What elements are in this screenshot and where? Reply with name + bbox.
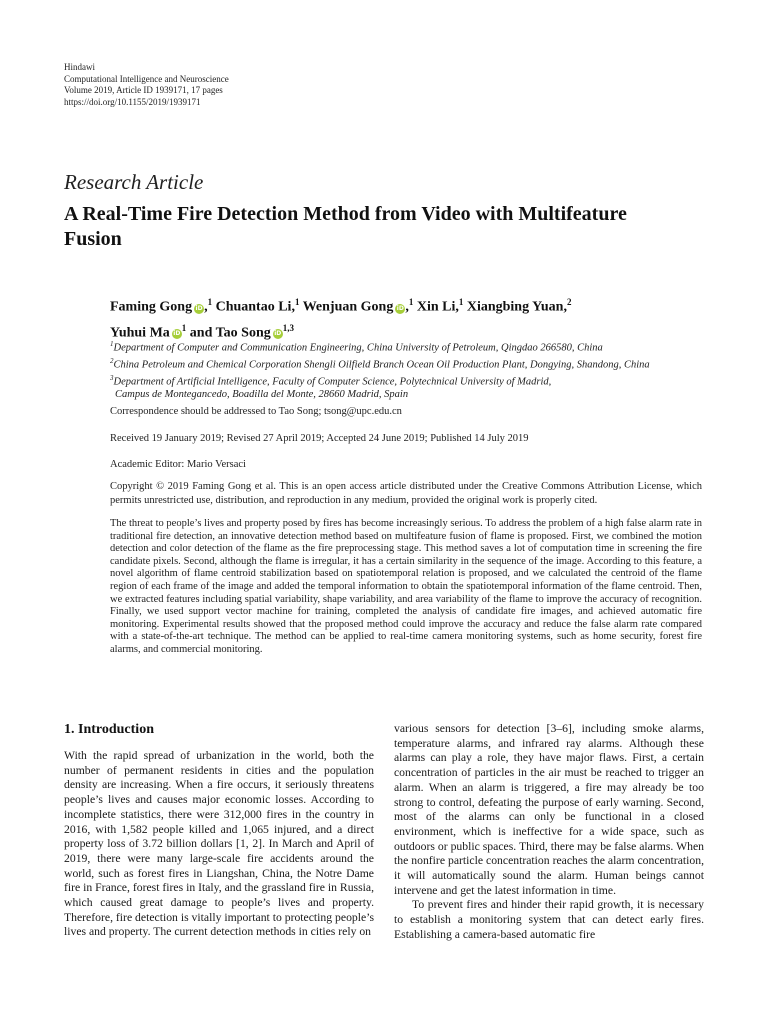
left-column — [64, 749, 374, 940]
intro-paragraph: With the rapid spread of urbanization in the world, both the number of permanent residents in cities and the population density are increasing. When a fire occurs, it seriously threatens people’s lives and causes major economic losses. According to incomplete statistics, there were 312,000 fires in the country in 2016, with 1,582 people killed and 1,065 injured, and a direct property loss of 3.72 billion dollars [1, 2]. In March and April of 2019, there were many large-scale fire accidents around the world, such as forest fires in Liangshan, China, the Notre Dame fire in France, forest fires in Italy, and the grassland fire in Russia, which caused great damage to people’s lives and property. Therefore, fire detection is vitally important to protecting people’s lives and property. The current detection methods in cities rely on — [64, 749, 374, 939]
author-name: Faming Gong — [110, 299, 193, 315]
author-affiliation-mark: 1 — [207, 297, 213, 307]
author-affiliation-mark: 1 — [408, 297, 414, 307]
journal-header — [64, 62, 229, 108]
right-column — [394, 722, 704, 943]
author-affiliation-mark: 2 — [566, 297, 572, 307]
author-name: Wenjuan Gong — [302, 299, 394, 315]
academic-editor: Academic Editor: Mario Versaci — [110, 459, 246, 470]
author-name: Tao Song — [215, 325, 271, 341]
author-name: Yuhui Ma — [110, 325, 170, 341]
journal-volume: Volume 2019, Article ID 1939171, 17 pages — [64, 85, 223, 95]
correspondence: Correspondence should be addressed to Tao Song; tsong@upc.edu.cn — [110, 406, 402, 417]
paper-title: A Real-Time Fire Detection Method from Video with Multifeature Fusion — [64, 203, 627, 250]
affiliation-line — [110, 388, 730, 401]
affiliation-text: China Petroleum and Chemical Corporation Shengli Oilfield Branch Ocean Oil Production Plant, Dongying, Shandong, China — [113, 359, 650, 371]
affiliation-mark: 1 — [110, 340, 114, 348]
affiliation-line — [110, 372, 730, 389]
orcid-icon[interactable]: iD — [195, 304, 203, 312]
affiliation-line — [110, 355, 730, 372]
affiliation-text: Campus de Montegancedo, Boadilla del Monte, 28660 Madrid, Spain — [115, 389, 409, 401]
doi-link[interactable]: https://doi.org/10.1155/2019/1939171 — [64, 96, 201, 107]
section-heading: 1. Introduction — [64, 722, 154, 737]
publisher-name: Hindawi — [64, 62, 95, 72]
author-name: Xin Li — [416, 299, 456, 315]
publication-dates: Received 19 January 2019; Revised 27 April 2019; Accepted 24 June 2019; Published 14 July 2019 — [110, 433, 529, 444]
author-name: Xiangbing Yuan — [466, 299, 564, 315]
intro-paragraph-continued: various sensors for detection [3–6], including smoke alarms, temperature alarms, and infrared ray alarms. Although these alarms can play a role, they have major flaws. First, a certain concentration of particles in the air must be reached to trigger an alarm. When an alarm is triggered, a fire may already be too strong to control, defeating the purpose of early warning. Second, most of the alarms can only be functional in a closed environment, which is ineffective for a wide space, such as outdoors or public spaces. Third, there may be false alarms. When the nonfire particle concentration reaches the alarm concentration, it will automatically sound the alarm. Human beings cannot intervene and get the latest information in time. — [394, 722, 704, 897]
author-affiliation-mark: 1 — [294, 297, 300, 307]
journal-name: Computational Intelligence and Neuroscience — [64, 73, 229, 84]
orcid-icon[interactable]: iD — [396, 304, 404, 312]
author-affiliation-mark: 1 — [181, 322, 187, 333]
affiliation-line — [110, 338, 730, 355]
article-type: Research Article — [64, 170, 204, 194]
orcid-icon[interactable]: iD — [274, 330, 282, 338]
affiliation-mark: 2 — [110, 356, 114, 365]
author-affiliation-mark: 1 — [458, 297, 464, 307]
orcid-icon[interactable]: iD — [173, 330, 181, 338]
copyright-notice: Copyright © 2019 Faming Gong et al. This is an open access article distributed under the Creative Commons Attribution License, which permits unrestricted use, distribution, and reproduction in any medium, provided the original work is properly cited. — [110, 481, 702, 506]
author-name: Chuantao Li — [215, 299, 292, 315]
author-list: Faming Gong iD,$^1$ Chuantao Li,$^1$ Wenjuan Gong iD,$^1$ Xin Li,$^1$ Xiangbing Yuan,$^2$ Yuhui Ma $iD^1$ and Tao Song iD$^{1,3}$ — [110, 297, 572, 341]
affiliation-text: Department of Computer and Communication Engineering, China University of Petroleum, Qingdao 266580, China — [113, 342, 603, 354]
author-affiliation-mark: 1,3 — [282, 322, 294, 333]
intro-paragraph-next: To prevent fires and hinder their rapid growth, it is necessary to establish a monitoring system that can detect early fires. Establishing a camera-based automatic fire — [394, 898, 704, 941]
affiliation-text: Department of Artificial Intelligence, Faculty of Computer Science, Polytechnical University of Madrid, — [113, 376, 552, 388]
affiliation-mark: 3 — [110, 373, 114, 382]
abstract: The threat to people’s lives and property posed by fires has become increasingly serious. To address the problem of a high false alarm rate in traditional fire detection, an innovative detection method based on multifeature fusion of flame is proposed. First, we combined the motion detection and color detection of the flame as the fire preprocessing stage. This method saves a lot of computation time in screening the fire candidate pixels. Second, although the flame is irregular, it has a certain similarity in the sequence of the image. According to this feature, a novel algorithm of flame centroid stabilization based on spatiotemporal relation is proposed, and we calculated the centroid of the flame region of each frame of the image and added the temporal information to obtain the spatiotemporal information of the flame centroid. Then, we extracted features including spatial variability, shape variability, and area variability of the flame to improve the accuracy of recognition. Finally, we used support vector machine for training, completed the analysis of candidate fire images, and achieved automatic fire monitoring. Experimental results showed that the proposed method could improve the accuracy and reduce the false alarm rate compared with a state-of-the-art technique. The method can be applied to real-time camera monitoring systems, such as home security, forest fire alarms, and commercial monitoring. — [110, 518, 702, 655]
affiliation-list — [110, 338, 730, 402]
